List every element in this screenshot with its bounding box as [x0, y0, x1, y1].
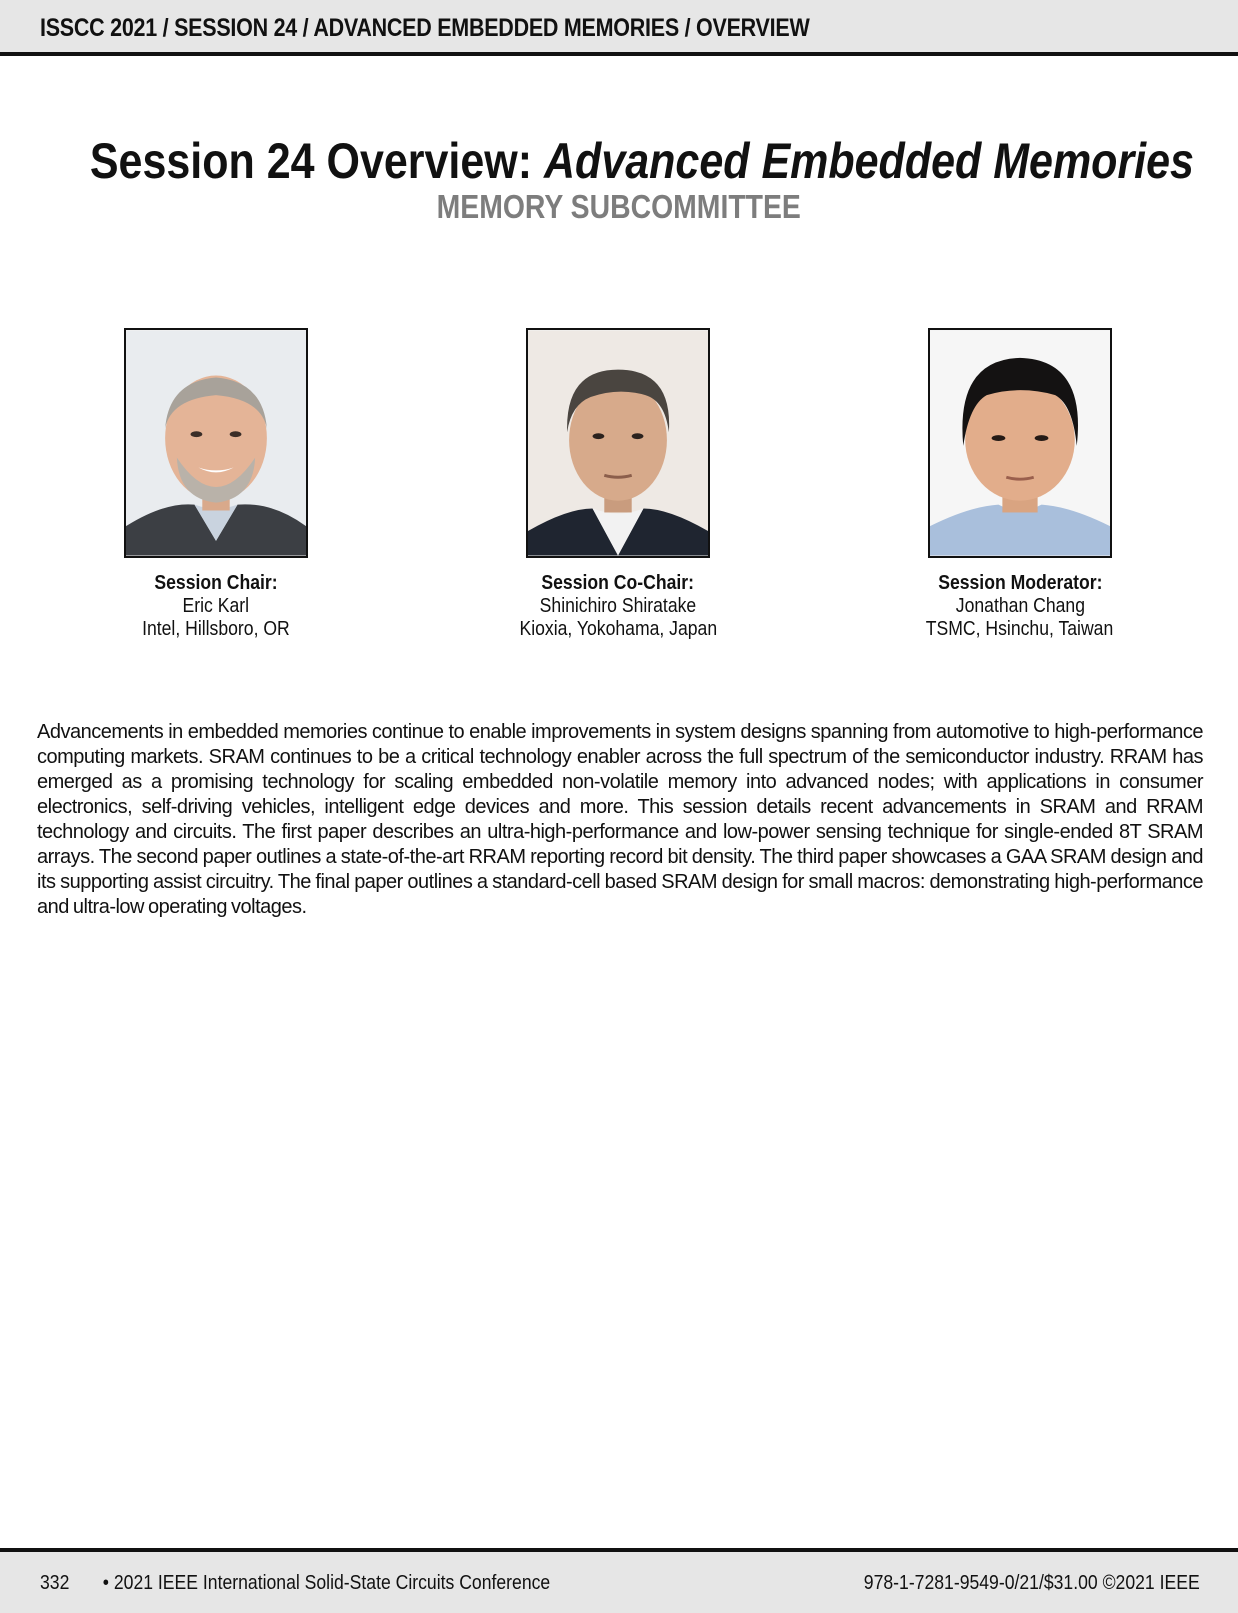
session-chair-photo [124, 328, 308, 558]
person-name: Shinichiro Shiratake [539, 595, 697, 617]
person-affiliation: Kioxia, Yokohama, Japan [519, 618, 717, 640]
person-affiliation: TSMC, Hsinchu, Taiwan [926, 618, 1114, 640]
person-affiliation: Intel, Hillsboro, OR [142, 618, 290, 640]
footer-left [40, 1572, 620, 1595]
person-name: Jonathan Chang [955, 595, 1085, 617]
page-title [0, 132, 1238, 190]
running-header [0, 0, 1238, 56]
session-moderator-photo [928, 328, 1112, 558]
portrait-image [126, 330, 306, 556]
conference-name: • 2021 IEEE International Solid-State Circuits Conference [102, 1572, 551, 1594]
subcommittee-text: MEMORY SUBCOMMITTEE [436, 188, 802, 225]
overview-paragraph: Advancements in embedded memories continue to enable improvements in system designs spanning from automotive to high-performance computing markets. SRAM continues to be a critical technology enabler across the full spectrum of the semiconductor industry. RRAM has emerged as a promising technology for scaling embedded non-volatile memory into advanced nodes; with applications in consumer electronics, self-driving vehicles, intelligent edge devices and more. This session details recent advancements in SRAM and RRAM technology and circuits. The first paper describes an ultra-high-performance and low-power sensing technique for single-ended 8T SRAM arrays. The second paper outlines a state-of-the-art RRAM reporting record bit density. The third paper showcases a GAA SRAM design and its supporting assist circuitry. The final paper outlines a standard-cell based SRAM design for small macros: demonstrating high-performance and ultra-low operating voltages. [37, 721, 1203, 918]
portrait-image [528, 330, 708, 556]
title-line [90, 132, 1194, 190]
session-co-chair-card [458, 328, 778, 641]
title-prefix: Session 24 Overview: [89, 133, 545, 189]
title-italic: Advanced Embedded Memories [544, 133, 1194, 189]
running-header-text: ISSCC 2021 / SESSION 24 / ADVANCED EMBEDDED MEMORIES / OVERVIEW [40, 14, 810, 42]
page-number: 332 [40, 1572, 70, 1594]
person-role: Session Moderator: [937, 572, 1103, 594]
portrait-image [930, 330, 1110, 556]
person-name: Eric Karl [182, 595, 250, 617]
subcommittee-subtitle [0, 188, 1238, 226]
footer-copyright: 978-1-7281-9549-0/21/$31.00 ©2021 IEEE [864, 1572, 1200, 1594]
session-chair-card [56, 328, 376, 641]
session-co-chair-photo [526, 328, 710, 558]
person-role: Session Chair: [154, 572, 278, 594]
session-moderator-card [860, 328, 1180, 641]
person-role: Session Co-Chair: [541, 572, 695, 594]
page-footer [0, 1548, 1238, 1613]
